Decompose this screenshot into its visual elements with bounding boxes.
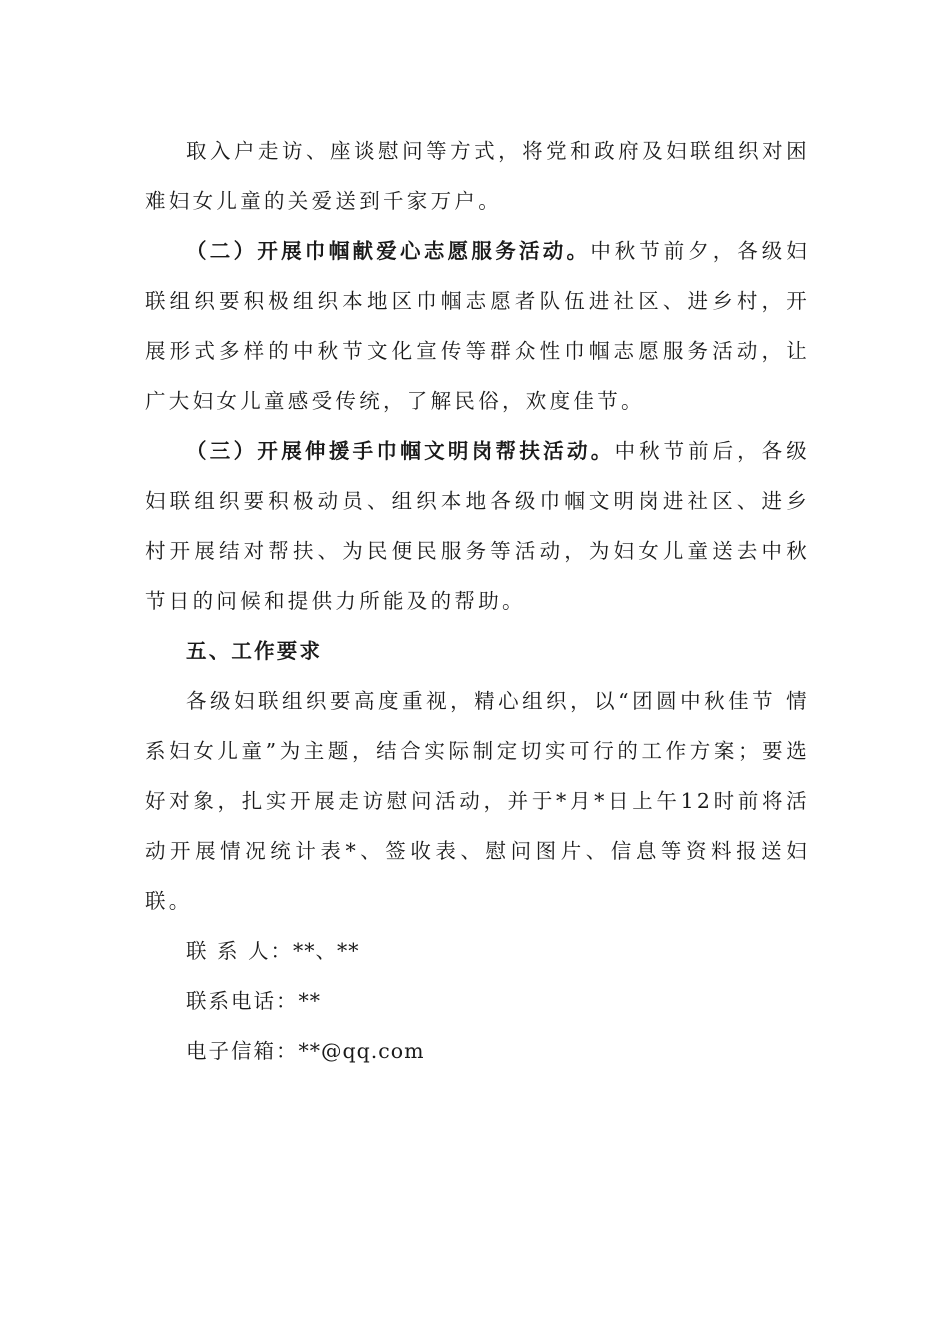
paragraph-volunteer-service — [145, 226, 810, 426]
contact-phone-value: ** — [298, 989, 321, 1013]
paragraph-civilized-post — [145, 426, 810, 626]
contact-email-label: 电子信箱： — [186, 1039, 299, 1063]
paragraph-text: 中秋节前夕，各级妇联组织要积极组织本地区巾帼志愿者队伍进社区、进乡村，开展形式多样的中秋节文化宣传等群众性巾帼志愿服务活动，让广大妇女儿童感受传统，了解民俗，欢度佳节。 — [145, 239, 810, 413]
contact-phone — [145, 976, 810, 1026]
contact-phone-label: 联系电话： — [186, 989, 299, 1013]
paragraph-text: 中秋节前后，各级妇联组织要积极动员、组织本地各级巾帼文明岗进社区、进乡村开展结对帮扶、为民便民服务等活动，为妇女儿童送去中秋节日的问候和提供力所能及的帮助。 — [145, 439, 810, 613]
paragraph-title: （二）开展巾帼献爱心志愿服务活动。 — [186, 239, 591, 263]
paragraph-requirements: 各级妇联组织要高度重视，精心组织，以“团圆中秋佳节 情系妇女儿童”为主题，结合实际制定切实可行的工作方案；要选好对象，扎实开展走访慰问活动，并于*月*日上午12时前将活动开展情况统计表*、签收表、慰问图片、信息等资料报送妇联。 — [145, 689, 810, 913]
document-body — [145, 126, 810, 1076]
paragraph-continuation: 取入户走访、座谈慰问等方式，将党和政府及妇联组织对困难妇女儿童的关爱送到千家万户。 — [145, 139, 810, 213]
paragraph-title: （三）开展伸援手巾帼文明岗帮扶活动。 — [186, 439, 615, 463]
contact-person-value: **、** — [293, 939, 360, 963]
section-heading: 五、工作要求 — [186, 639, 323, 663]
contact-email-value: **@qq.com — [298, 1039, 425, 1063]
contact-person-label: 联 系 人： — [186, 939, 294, 963]
contact-person — [145, 926, 810, 976]
contact-email — [145, 1026, 810, 1076]
